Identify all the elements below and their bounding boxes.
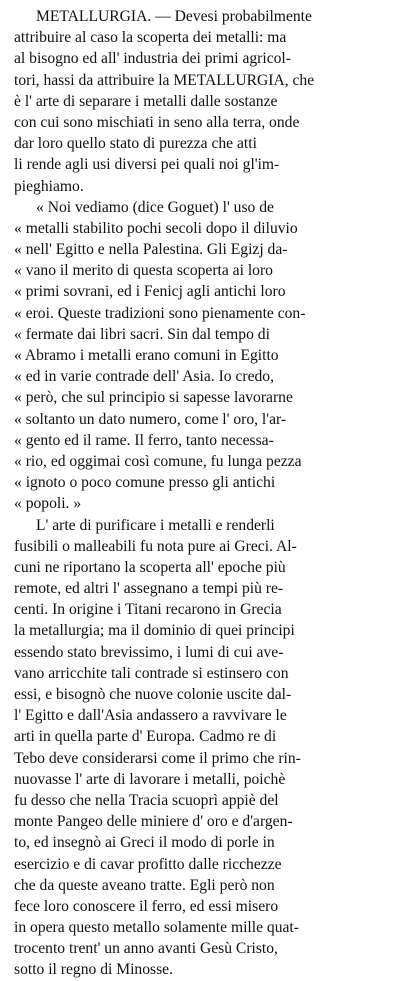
- text-line: « rio, ed oggimai così comune, fu lunga pezza: [14, 452, 302, 470]
- text-line: è l' arte di separare i metalli dalle sostanze: [14, 92, 278, 110]
- text-line: « però, che sul principio si sapesse lavorarne: [14, 389, 293, 407]
- text-line: la metallurgia; ma il dominio di quei principi: [14, 622, 295, 640]
- text-line: « Abramo i metalli erano comuni in Egitto: [14, 347, 279, 364]
- text-line: in opera questo metallo solamente mille quat-: [14, 919, 299, 937]
- text-line: cuni ne riportano la scoperta all' epoche più: [14, 558, 286, 576]
- text-line: li rende agli usi diversi pei quali noi gl'im-: [14, 156, 280, 174]
- text-line: attribuire al caso la scoperta dei metalli: ma: [14, 29, 287, 47]
- text-line: fusibili o malleabili fu nota pure ai Greci. Al-: [14, 537, 297, 555]
- text-line: nuovasse l' arte di lavorare i metalli, poichè: [14, 770, 286, 788]
- text-line: tori, hassi da attribuire la METALLURGIA, che: [14, 71, 315, 89]
- text-line: to, ed insegnò ai Greci il modo di porle in: [14, 834, 275, 852]
- text-line: essendo stato brevissimo, i lumi di cui ave-: [14, 643, 284, 661]
- text-line: essi, e bisognò che nuove colonie uscite dal-: [14, 686, 292, 703]
- text-line: che da queste aveano tratte. Egli però non: [14, 876, 275, 894]
- text-line: « primi sovrani, ed i Fenicj agli antichi loro: [14, 283, 286, 301]
- text-line: « eroi. Queste tradizioni sono pienamente con-: [14, 304, 306, 322]
- paragraph-purificare: [14, 515, 405, 981]
- text-line: « ignoto o poco comune presso gli antichi: [14, 474, 276, 492]
- text-line: METALLURGIA. — Devesi probabilmente: [36, 8, 312, 25]
- text-line: « soltanto un dato numero, come l' oro, l'ar-: [14, 410, 287, 428]
- text-line: « metalli stabilito pochi secoli dopo il diluvio: [14, 219, 298, 237]
- text-line: fu desso che nella Tracia scuoprì appiè del: [14, 791, 279, 809]
- text-line: « nell' Egitto e nella Palestina. Gli Egizj da-: [14, 241, 288, 259]
- text-line: monte Pangeo delle miniere d' oro e d'argen-: [14, 813, 293, 831]
- text-line: centi. In origine i Titani recarono in Grecia: [14, 601, 282, 619]
- text-line: pieghiamo.: [14, 177, 84, 195]
- text-line: « fermate dai libri sacri. Sin dal tempo di: [14, 325, 270, 343]
- text-line: vano arricchite tali contrade si estinsero con: [14, 664, 289, 682]
- paragraph-metallurgia: [14, 6, 405, 197]
- text-line: al bisogno ed all' industria dei primi agricol-: [14, 50, 291, 68]
- text-line: « popoli. »: [14, 495, 82, 513]
- text-line: Tebo deve considerarsi come il primo che rin-: [14, 749, 301, 767]
- text-line: fece loro conoscere il ferro, ed essi misero: [14, 897, 279, 915]
- text-line: « ed in varie contrade dell' Asia. Io credo,: [14, 368, 275, 386]
- text-line: sotto il regno di Minosse.: [14, 961, 173, 979]
- text-line: dar loro quello stato di purezza che atti: [14, 135, 257, 153]
- text-line: l' Egitto e dall'Asia andassero a ravvivare le: [14, 707, 287, 725]
- text-line: remote, ed altri l' assegnano a tempi più re-: [14, 580, 284, 598]
- text-line: esercizio e di cavar profitto dalle ricchezze: [14, 855, 282, 873]
- text-line: L' arte di purificare i metalli e renderli: [36, 516, 275, 534]
- text-line: trocento trent' un anno avanti Gesù Cristo,: [14, 940, 278, 958]
- text-line: « vano il merito di questa scoperta ai loro: [14, 262, 273, 280]
- text-line: « Noi vediamo (dice Goguet) l' uso de: [36, 198, 274, 216]
- text-line: con cui sono mischiati in seno alla terra, onde: [14, 113, 300, 131]
- text-line: « gento ed il rame. Il ferro, tanto necessa-: [14, 431, 274, 449]
- text-line: arti in quella parte d' Europa. Cadmo re di: [14, 728, 277, 746]
- paragraph-goguet-quote: [14, 197, 405, 515]
